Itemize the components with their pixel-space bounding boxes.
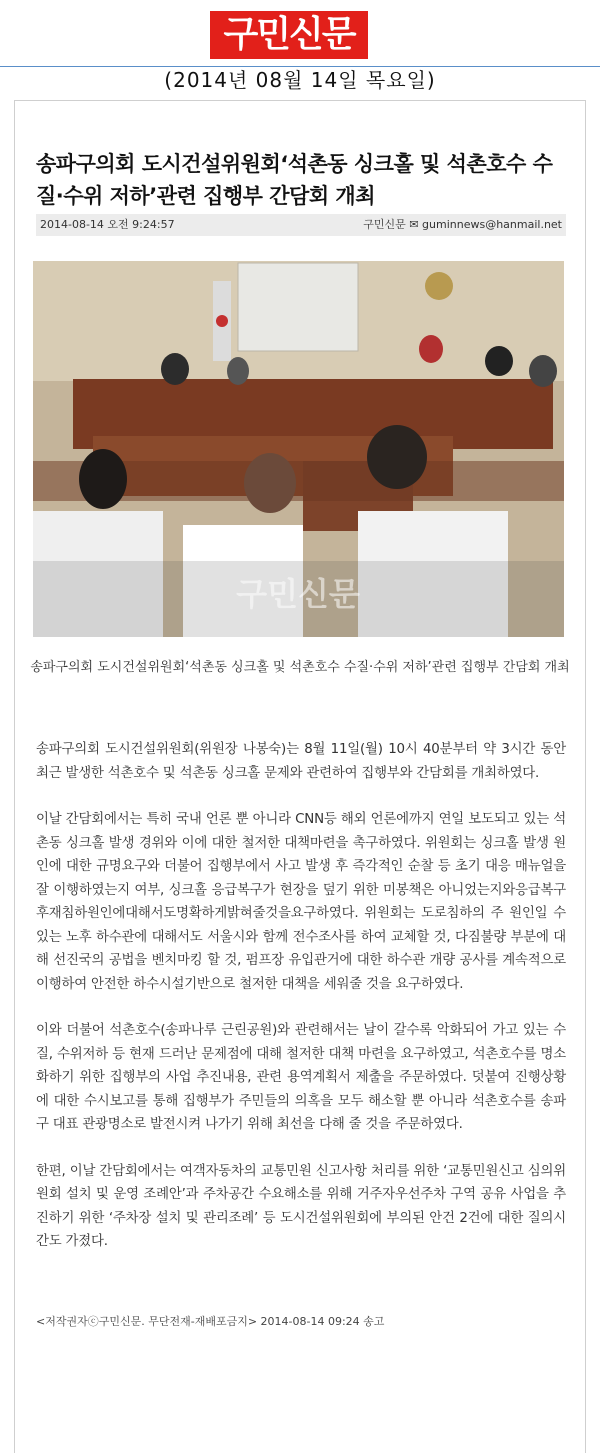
source-name: 구민신문 xyxy=(363,218,406,231)
source-email[interactable]: guminnews@hanmail.net xyxy=(422,218,562,231)
frame-left-border xyxy=(14,100,15,1453)
article-timestamp: 2014-08-14 오전 9:24:57 xyxy=(40,218,175,231)
frame-top-border xyxy=(14,100,586,101)
article-source xyxy=(363,214,562,236)
frame-right-border xyxy=(585,100,586,1453)
mail-icon: ✉ xyxy=(409,218,419,231)
body-paragraph: 송파구의회 도시건설위원회(위원장 나봉숙)는 8월 11일(월) 10시 40분부터 약 3시간 동안 최근 발생한 석촌호수 및 석촌동 싱크홀 문제와 관련하여 집행부와 간담회를 개최하였다. xyxy=(36,742,566,781)
article-headline: 송파구의회 도시건설위원회‘석촌동 싱크홀 및 석촌호수 수질·수위 저하’관련 집행부 간담회 개최 xyxy=(36,152,553,208)
masthead xyxy=(0,0,600,67)
newspaper-logo[interactable]: 구민신문 xyxy=(210,11,368,59)
body-paragraph: 이와 더불어 석촌호수(송파나루 근린공원)와 관련해서는 날이 갈수록 악화되어 가고 있는 수질, 수위저하 등 현재 드러난 문제점에 대해 철저한 대책 마련을 요구하였고, 석촌호수를 명소화하기 위한 집행부의 사업 추진내용, 관련 용역계획서 제출을 주문하였다. 덧붙여 진행상황에 대한 수시보고를 통해 집행부가 주민들의 의혹을 모두 해소할 뿐 아니라 석촌호수를 송파구 대표 관광명소로 발전시켜 나가기 위해 최선을 다해 줄 것을 주문하였다. xyxy=(36,1023,566,1132)
article-meta-bar xyxy=(36,214,566,236)
body-paragraph: 이날 간담회에서는 특히 국내 언론 뿐 아니라 CNN등 해외 언론에까지 연일 보도되고 있는 석촌동 싱크홀 발생 경위와 이에 대한 철저한 대책마련을 촉구하였다. 위원회는 싱크홀 발생 원인에 대한 규명요구와 더불어 집행부에서 사고 발생 후 즉각적인 순찰 등 초기 대응 매뉴얼을 잘 이행하였는지 여부, 싱크홀 응급복구가 현장을 덮기 위한 미봉책은 아니었는지와응급복구후재침하원인에대해서도명확하게밝혀줄것을요구하였다. 위원회는 도로침하의 주 원인일 수 있는 노후 하수관에 대해서도 서울시와 함께 전수조사를 하여 교체할 것, 다짐불량 부분에 대해 선진국의 공법을 벤치마킹 할 것, 펌프장 유입관거에 대한 하수관 개량 공사를 계속적으로 이행하여 안전한 하수시설기반으로 철저한 대책을 세워줄 것을 요구하였다. xyxy=(36,812,566,992)
body-paragraph: 한편, 이날 간담회에서는 여객자동차의 교통민원 신고사항 처리를 위한 ‘교통민원신고 심의위원회 설치 및 운영 조례안’과 주차공간 수요해소를 위해 거주자우선주차 구역 공유 사업을 추진하기 위한 ‘주차장 설치 및 관리조례’ 등 도시건설위원회에 부의된 안건 2건에 대한 질의시간도 가졌다. xyxy=(36,1163,566,1249)
photo-watermark: 구민신문 xyxy=(236,575,360,613)
article-body xyxy=(36,738,566,1277)
copyright-notice: <저작권자ⓒ구민신문. 무단전재-재배포금지> 2014-08-14 09:24 송고 xyxy=(36,1315,385,1328)
photo-caption: 송파구의회 도시건설위원회‘석촌동 싱크홀 및 석촌호수 수질·수위 저하’관련 집행부 간담회 개최 xyxy=(30,660,570,675)
article-photo xyxy=(33,261,564,637)
publication-date: (2014년 08월 14일 목요일) xyxy=(164,68,436,92)
